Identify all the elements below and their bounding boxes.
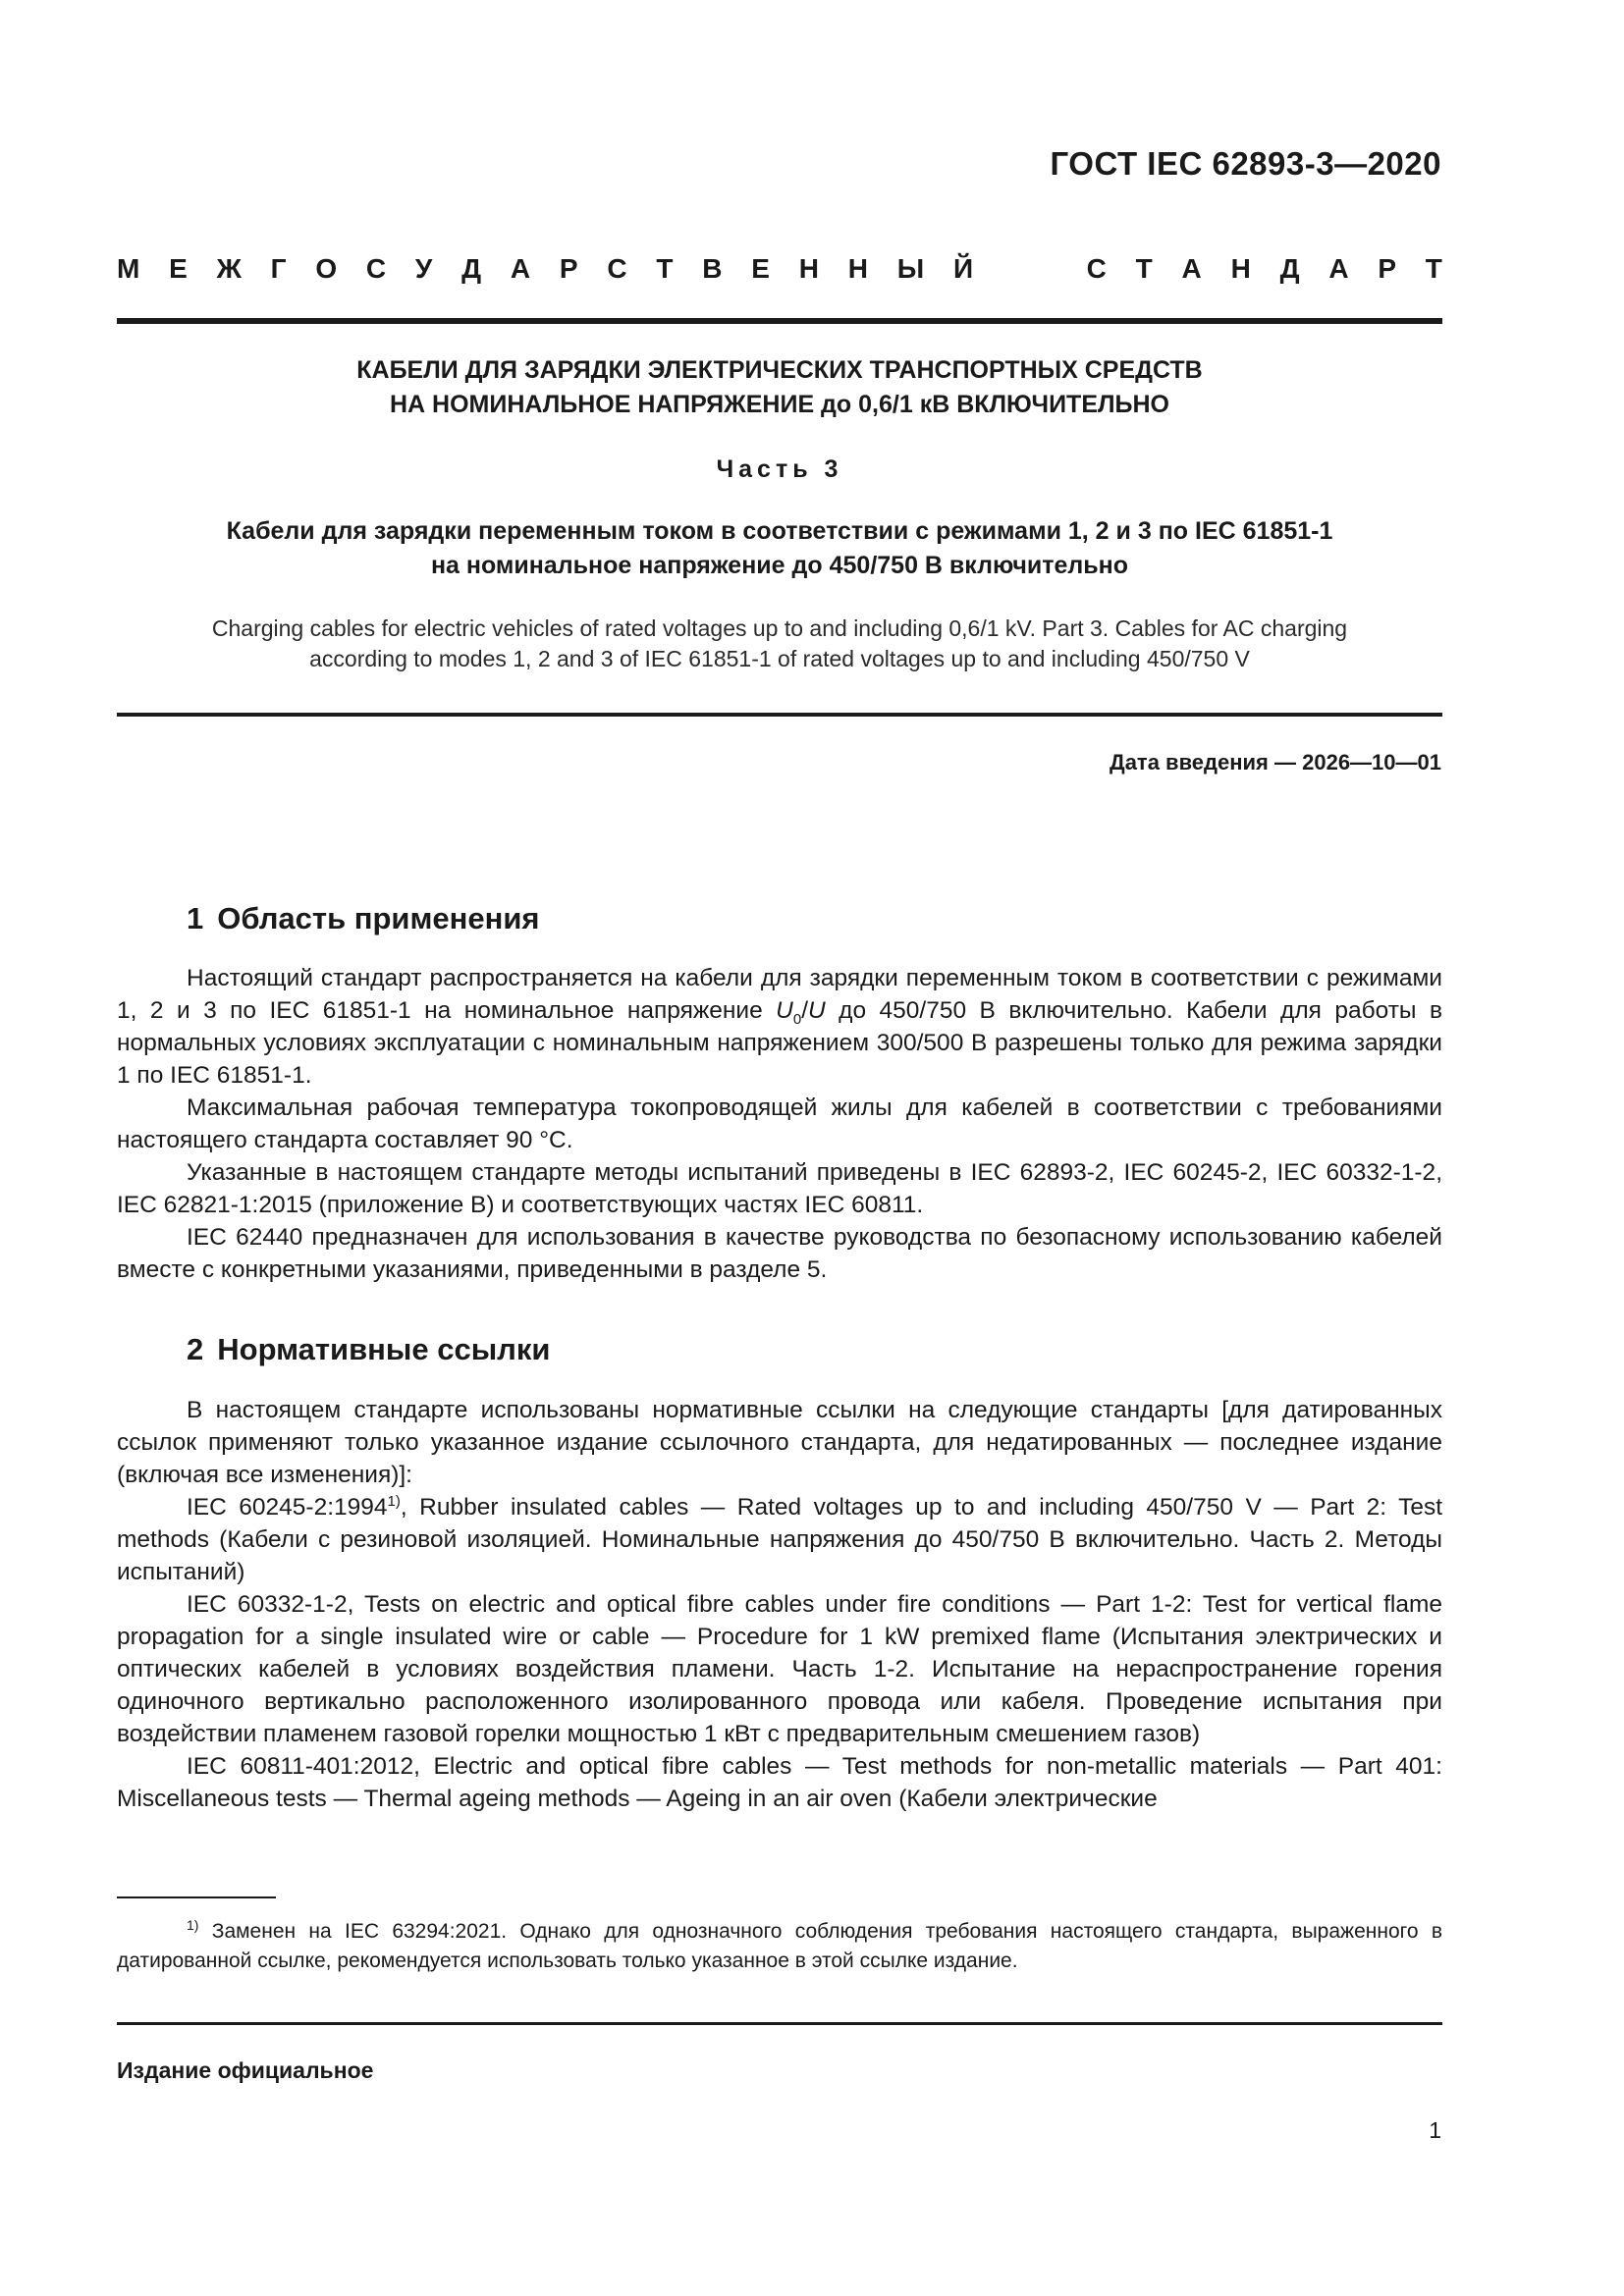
banner-letter: Д (1279, 253, 1300, 284)
english-title (117, 614, 1442, 674)
subtitle-line: Кабели для зарядки переменным током в соответствии с режимами 1, 2 и 3 по IEC 61851-1 (226, 517, 1333, 545)
footnote (117, 1910, 1442, 1976)
banner-letter: У (414, 253, 433, 284)
page-number: 1 (1429, 2117, 1441, 2143)
section-body-references (117, 1394, 1442, 1815)
introduction-date: Дата введения — 2026—10—01 (1110, 750, 1441, 774)
banner-letter: Т (1135, 253, 1153, 284)
banner-letter: Р (1378, 253, 1397, 284)
footnote-marker[interactable]: 1) (387, 1492, 401, 1510)
banner-letter: Ж (216, 253, 242, 284)
text-run: , Rubber insulated cables — Rated voltages up to and including 450/750 V — Part 2: Test methods (Кабели с резиновой изоляцией. Номинальные напряжения до 450/750 В включительно. Часть 2. Методы испытаний) (117, 1494, 1442, 1585)
banner-letter: С (365, 253, 387, 284)
paragraph: IEC 60332-1-2, Tests on electric and optical fibre cables under fire conditions — Part 1-2: Test for vertical flame propagation for a single insulated wire or cable — Procedure for 1 kW premixed flame (Испытания электрических и оптических кабелей в условиях воздействия пламени. Часть 1-2. Испытание на нераспространение горения одиночного вертикально расположенного изолированного провода или кабеля. Проведение испытания при воздействии пламенем газовой горелки мощностью 1 кВт с предварительным смешением газов) (117, 1591, 1442, 1747)
banner-letter: Р (559, 253, 578, 284)
text-run: Заменен на IEC 63294:2021. Однако для однозначного соблюдения требования настоящего стандарта, выраженного в датированной ссылке, рекомендуется использовать только указанное в этой ссылке издание. (117, 1920, 1442, 1972)
header-divider (117, 318, 1442, 324)
section-number: 2 (187, 1332, 204, 1366)
document-subtitle (117, 514, 1442, 583)
interstate-standard-banner (117, 253, 1442, 285)
banner-letter: Е (751, 253, 770, 284)
banner-letter: Т (656, 253, 674, 284)
banner-letter: Н (798, 253, 819, 284)
english-title-line: according to modes 1, 2 and 3 of IEC 61851-1 of rated voltages up to and including 450/750 V (309, 646, 1250, 671)
banner-letter: А (1328, 253, 1349, 284)
banner-letter: А (1181, 253, 1202, 284)
footnote-divider (117, 1896, 276, 1898)
paragraph: В настоящем стандарте использованы нормативные ссылки на следующие стандарты [для датированных ссылок применяют только указанное издание ссылочного стандарта, для недатированных — последнее издание (включая все изменения)]: (117, 1397, 1442, 1488)
banner-letter: С (607, 253, 627, 284)
footnote-mark: 1) (187, 1917, 199, 1933)
text-run: / (801, 997, 809, 1024)
section-heading-scope (187, 901, 540, 936)
paragraph (117, 1491, 1442, 1588)
banner-letter: С (1086, 253, 1107, 284)
paragraph: Максимальная рабочая температура токопроводящей жилы для кабелей в соответствии с требованиями настоящего стандарта составляет 90 °С. (117, 1095, 1442, 1153)
section-heading-references (187, 1332, 550, 1367)
title-line: НА НОМИНАЛЬНОЕ НАПРЯЖЕНИЕ до 0,6/1 кВ ВКЛЮЧИТЕЛЬНО (389, 391, 1170, 418)
banner-letter: М (117, 253, 140, 284)
section-title: Область применения (217, 901, 540, 935)
banner-letter: Д (461, 253, 482, 284)
footnote-text (117, 1910, 1442, 1976)
title-divider (117, 713, 1442, 717)
banner-letter: О (315, 253, 338, 284)
english-title-line: Charging cables for electric vehicles of rated voltages up to and including 0,6/1 kV. Part 3. Cables for AC charging (211, 615, 1348, 641)
paragraph: IEC 60811-401:2012, Electric and optical fibre cables — Test methods for non-metallic materials — Part 401: Miscellaneous tests — Thermal ageing methods — Ageing in an air oven (Кабели электрические (117, 1753, 1442, 1812)
banner-word-gap (1002, 253, 1057, 285)
section-title: Нормативные ссылки (217, 1332, 551, 1366)
text-run: IEC 60245-2:1994 (187, 1494, 388, 1521)
paragraph: IEC 62440 предназначен для использования в качестве руководства по безопасному использованию кабелей вместе с конкретными указаниями, приведенными в разделе 5. (117, 1224, 1442, 1283)
section-number: 1 (187, 901, 204, 935)
banner-letter: А (510, 253, 531, 284)
subtitle-line: на номинальное напряжение до 450/750 В включительно (430, 552, 1129, 579)
title-line: КАБЕЛИ ДЛЯ ЗАРЯДКИ ЭЛЕКТРИЧЕСКИХ ТРАНСПОРТНЫХ СРЕДСТВ (356, 356, 1203, 384)
banner-letter: Е (169, 253, 188, 284)
banner-letter: Н (847, 253, 868, 284)
document-title (117, 353, 1442, 422)
paragraph: Указанные в настоящем стандарте методы испытаний приведены в IEC 62893-2, IEC 60245-2, IEC 60332-1-2, IEC 62821-1:2015 (приложение В) и соответствующих частях IEC 60811. (117, 1159, 1442, 1218)
document-code: ГОСТ IEC 62893-3—2020 (1050, 145, 1441, 182)
banner-letter: Н (1230, 253, 1251, 284)
edition-label: Издание официальное (117, 2057, 374, 2083)
banner-letter: В (702, 253, 723, 284)
banner-letter: Т (1425, 253, 1442, 284)
section-body-scope (117, 962, 1442, 1286)
symbol-u: U (808, 997, 826, 1024)
symbol-u0: U (776, 997, 793, 1024)
banner-letter: Г (270, 253, 287, 284)
banner-letter: Й (952, 253, 974, 284)
part-label: Часть 3 (716, 455, 843, 483)
subscript: 0 (792, 1010, 802, 1028)
text-run: до 450/750 В включительно. Кабели для работы в нормальных условиях эксплуатации с номинальным напряжением 300/500 В разрешены только для режима зарядки 1 по IEC 61851-1. (117, 997, 1442, 1089)
footer-divider (117, 2022, 1442, 2025)
text-run: Настоящий стандарт распространяется на кабели для зарядки переменным током в соответствии с режимами 1, 2 и 3 по IEC 61851-1 на номинальное напряжение (117, 965, 1442, 1024)
banner-letter: Ы (896, 253, 925, 284)
paragraph (117, 962, 1442, 1092)
